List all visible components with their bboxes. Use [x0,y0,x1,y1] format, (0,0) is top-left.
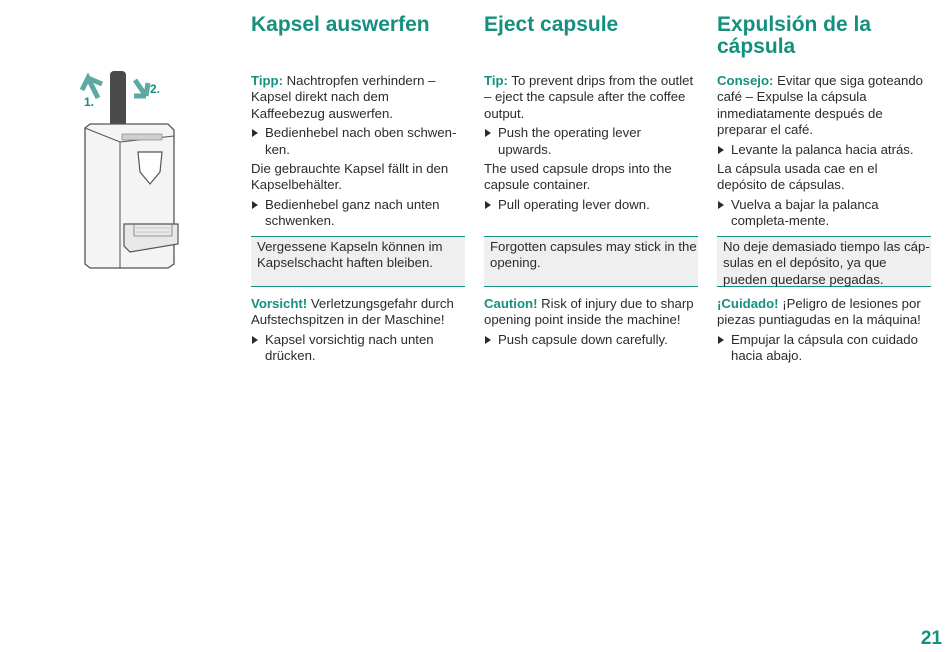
step-text: Kapsel vorsichtig nach unten drücken. [265,331,434,364]
step-item [251,332,465,365]
warning-paragraph [251,296,465,329]
section-title: Expulsión de la cápsula [717,13,872,58]
bullet-triangle-icon [485,201,491,209]
step-text: Push capsule down carefully. [498,331,668,347]
figure-label-2: 2. [150,82,161,96]
step-item [251,197,465,230]
step-item [717,332,931,365]
bullet-triangle-icon [485,336,491,344]
step-item [717,142,931,158]
tip-paragraph [717,73,931,139]
note-box [484,236,698,287]
step-item [484,332,698,348]
section-title: Kapsel auswerfen [251,13,430,36]
note-box [717,236,931,287]
column-english [484,13,698,347]
tip-block [484,73,698,216]
warning-block [251,296,465,368]
figure-label-1: 1. [84,95,95,109]
tip-block [717,73,931,233]
column-german [251,13,465,364]
warning-block [717,296,931,368]
step-item [484,197,698,213]
step-text: Bedienhebel ganz nach unten schwenken. [265,196,440,229]
coffee-machine-illustration [80,68,190,278]
step-text: Pull operating lever down. [498,196,650,212]
tip-paragraph [251,73,465,122]
step-item [484,125,698,158]
note-text: Forgotten capsules may stick in the opening. [490,239,697,271]
warning-paragraph [484,296,698,329]
warning-text: ¡Peligro de lesiones por piezas puntiagudas en la máquina! [717,296,921,328]
bullet-triangle-icon [718,201,724,209]
tip-text: To prevent drips from the outlet – eject the capsule after the coffee output. [484,73,694,121]
step-item [717,197,931,230]
warning-text: Risk of injury due to sharp opening point inside the machine! [484,296,694,328]
warning-block [484,296,698,351]
step-item [251,125,465,158]
step-text: Bedienhebel nach oben schwen-ken. [265,125,457,157]
result-text: The used capsule drops into the capsule container. [484,161,672,193]
tip-paragraph [484,73,698,122]
note-box [251,236,465,287]
bullet-triangle-icon [252,336,258,344]
bullet-triangle-icon [718,336,724,344]
note-text: Vergessene Kapseln können im Kapselschacht haften bleiben. [257,239,443,271]
step-text: Levante la palanca hacia atrás. [731,141,914,157]
bullet-triangle-icon [252,201,258,209]
warning-label: ¡Cuidado! [717,296,779,311]
warning-text: Verletzungsgefahr durch Aufstechspitzen in der Maschine! [251,296,454,328]
warning-label: Caution! [484,296,538,311]
section-title: Eject capsule [484,13,619,36]
tip-text: Evitar que siga goteando café – Expulse la cápsula inmediatamente después de preparar el café. [717,73,923,138]
bullet-triangle-icon [718,146,724,154]
coffee-machine-drawing [80,68,190,278]
warning-label: Vorsicht! [251,296,308,311]
tip-block [251,73,465,233]
bullet-triangle-icon [485,129,491,137]
result-text: Die gebrauchte Kapsel fällt in den Kapselbehälter. [251,161,449,193]
tip-text: Nachtropfen verhindern – Kapsel direkt nach dem Kaffeebezug auswerfen. [251,73,436,121]
tip-label: Tipp: [251,73,283,88]
bullet-triangle-icon [252,129,258,137]
step-text: Vuelva a bajar la palanca completa-mente. [731,196,879,229]
note-text: No deje demasiado tiempo las cáp-sulas en el depósito, ya que pueden quedarse pegadas. [723,239,930,287]
column-spanish [717,13,931,364]
tip-label: Consejo: [717,73,774,88]
step-text: Empujar la cápsula con cuidado hacia abajo. [731,331,918,364]
arrow-down-icon [134,80,148,96]
warning-paragraph [717,296,931,329]
result-text: La cápsula usada cae en el depósito de cápsulas. [717,161,878,193]
page-number: 21 [920,628,942,649]
tip-label: Tip: [484,73,508,88]
step-text: Push the operating lever upwards. [498,125,641,157]
